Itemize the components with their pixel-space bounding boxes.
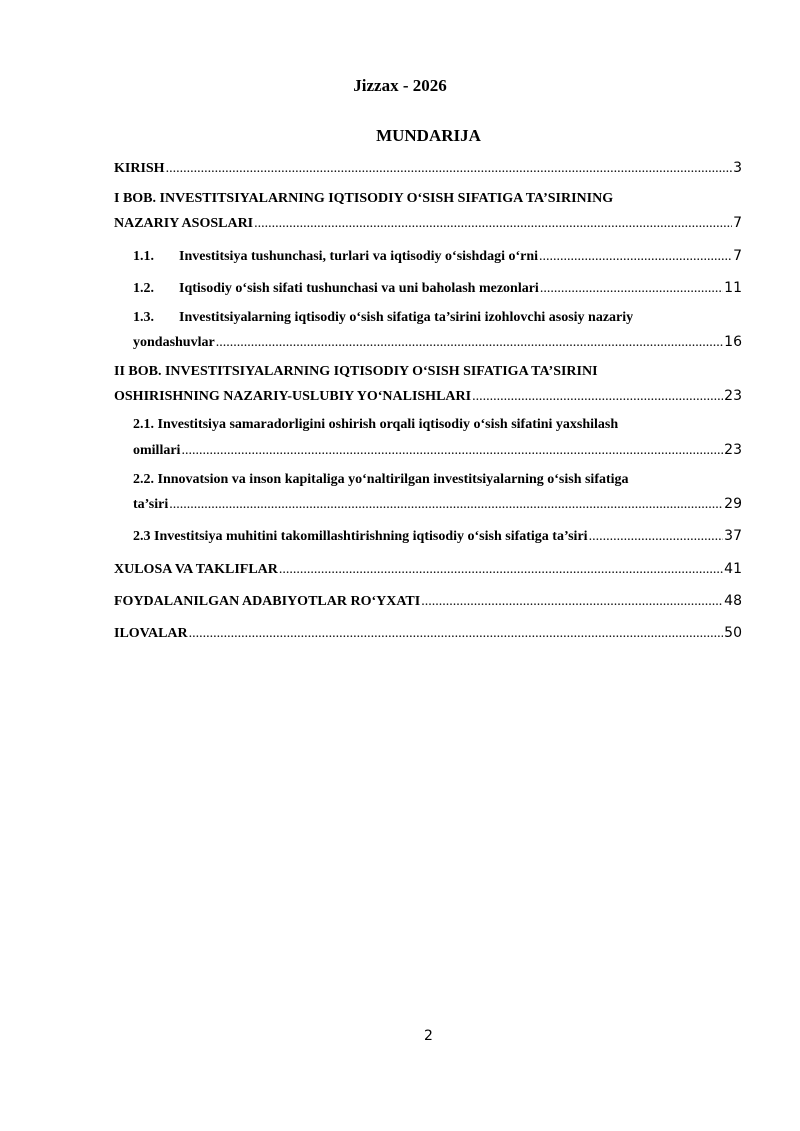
toc-entry-label: ILOVALAR: [114, 626, 188, 641]
toc-page-number: 48: [724, 593, 742, 609]
city-year-heading: Jizzax - 2026: [353, 76, 447, 95]
toc-entry-label: omillari: [133, 443, 181, 458]
toc-entry-label: [133, 248, 538, 266]
dot-leader: [589, 528, 724, 546]
toc-page-number: 23: [724, 388, 742, 404]
section-number: 1.1.: [133, 249, 154, 264]
toc-entry-label: KIRISH: [114, 161, 165, 176]
toc-entry-label: yondashuvlar: [133, 335, 215, 350]
section-number: 1.3.: [133, 310, 154, 325]
dot-leader: [254, 215, 732, 233]
toc-entry-2-2-line1[interactable]: 2.2. Innovatsion va inson kapitaliga yo‘naltirilgan investitsiyalarning o‘sish sifatiga: [133, 472, 629, 487]
dot-leader: [166, 160, 733, 178]
toc-entry-bob1-line1[interactable]: I BOB. INVESTITSIYALARNING IQTISODIY O‘SISH SIFATIGA TA’SIRINING: [114, 191, 614, 206]
dot-leader: [216, 334, 723, 352]
toc-entry-ilovalar[interactable]: [114, 624, 742, 643]
toc-page-number: 16: [724, 334, 742, 350]
toc-page-number: 50: [724, 625, 742, 641]
section-number: 1.2.: [133, 281, 154, 296]
toc-entry-1-2[interactable]: [133, 279, 742, 298]
toc-entry-label: 2.3 Investitsiya muhitini takomillashtirishning iqtisodiy o‘sish sifatiga ta’siri: [133, 529, 588, 544]
dot-leader: [181, 442, 723, 460]
toc-entry-1-3-line1[interactable]: [133, 309, 633, 327]
toc-page-number: 41: [724, 561, 742, 577]
dot-leader: [540, 280, 723, 298]
toc-entry-bob1[interactable]: [114, 214, 742, 233]
page-number: 2: [424, 1028, 433, 1044]
toc-entry-label: XULOSA VA TAKLIFLAR: [114, 562, 278, 577]
toc-entry-label: FOYDALANILGAN ADABIYOTLAR RO‘YXATI: [114, 594, 421, 609]
section-title: Investitsiya tushunchasi, turlari va iqtisodiy o‘sishdagi o‘rni: [179, 249, 539, 264]
toc-page-number: 37: [724, 528, 742, 544]
dot-leader: [279, 561, 723, 579]
dot-leader: [169, 496, 723, 514]
toc-entry-bob2[interactable]: [114, 387, 742, 406]
toc-page-number: 7: [733, 248, 742, 264]
section-title: Investitsiyalarning iqtisodiy o‘sish sifatiga ta’sirini izohlovchi asosiy nazariy: [179, 310, 634, 325]
toc-entry-2-3[interactable]: [133, 527, 742, 546]
toc-entry-2-1[interactable]: [133, 441, 742, 460]
toc-title: MUNDARIJA: [376, 126, 481, 145]
dot-leader: [189, 625, 724, 643]
toc-entry-kirish[interactable]: [114, 159, 742, 178]
toc-page-number: 3: [733, 160, 742, 176]
toc-entry-bob2-line1[interactable]: II BOB. INVESTITSIYALARNING IQTISODIY O‘SISH SIFATIGA TA’SIRINI: [114, 364, 598, 379]
toc-entry-label: OSHIRISHNING NAZARIY-USLUBIY YO‘NALISHLARI: [114, 389, 472, 404]
toc-entry-adabiyotlar[interactable]: [114, 592, 742, 611]
toc-entry-label: NAZARIY ASOSLARI: [114, 216, 254, 231]
dot-leader: [472, 388, 723, 406]
toc-entry-1-1[interactable]: [133, 247, 742, 266]
toc-page-number: 23: [724, 442, 742, 458]
toc-entry-2-1-line1[interactable]: 2.1. Investitsiya samaradorligini oshirish orqali iqtisodiy o‘sish sifatini yaxshilash: [133, 417, 619, 432]
toc-entry-label: ta’siri: [133, 497, 169, 512]
toc-entry-2-2[interactable]: [133, 495, 742, 514]
toc-page-number: 11: [724, 280, 742, 296]
toc-page-number: 29: [724, 496, 742, 512]
dot-leader: [421, 593, 723, 611]
section-title: Iqtisodiy o‘sish sifati tushunchasi va uni baholash mezonlari: [179, 281, 539, 296]
toc-entry-1-3[interactable]: [133, 333, 742, 352]
toc-entry-xulosa[interactable]: [114, 560, 742, 579]
toc-entry-label: [133, 280, 539, 298]
toc-page-number: 7: [733, 215, 742, 231]
dot-leader: [539, 248, 732, 266]
